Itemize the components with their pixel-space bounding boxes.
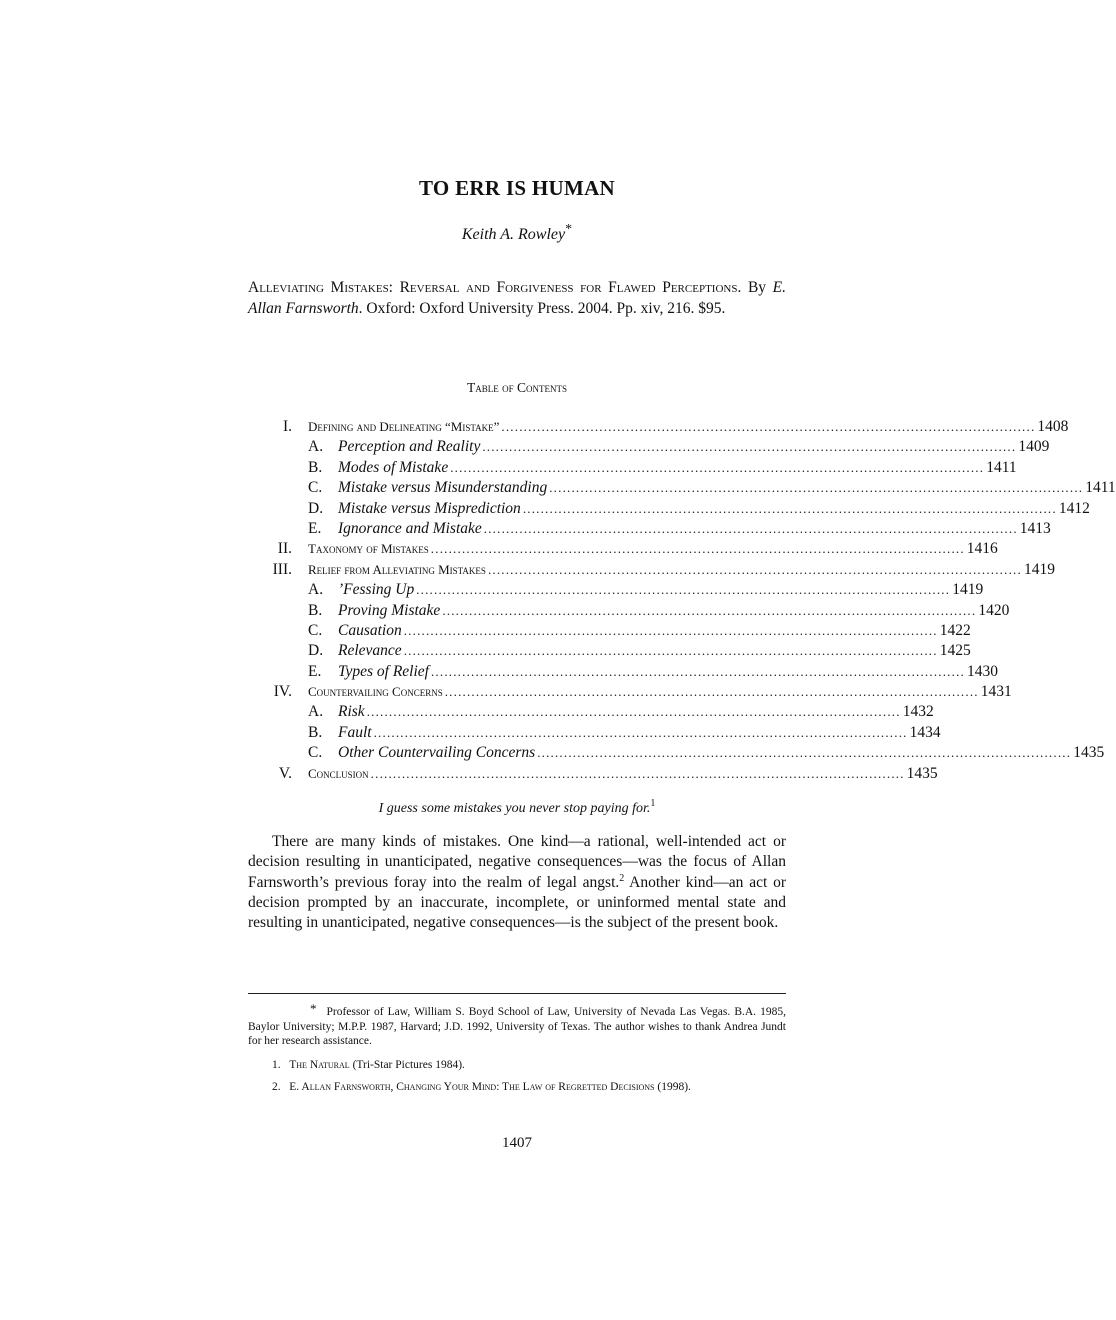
toc-label: Defining and Delineating “Mistake” (308, 419, 500, 434)
footnote-2 (248, 1080, 786, 1095)
toc-page: 1434 (909, 723, 941, 741)
toc-leader-dots: ........................................................................................................................ (442, 602, 977, 618)
toc-number: II. (277, 540, 292, 558)
by-text: . By (737, 279, 773, 296)
toc-page: 1416 (966, 540, 998, 558)
toc-leader-dots: ........................................................................................................................ (482, 439, 1017, 455)
toc-page: 1420 (978, 601, 1010, 619)
toc-number: III. (272, 560, 292, 578)
toc-entry (248, 580, 984, 600)
toc-page: 1435 (906, 764, 938, 782)
toc-entry (248, 723, 941, 743)
body-text-part2: Another kind—an act or decision prompted by an inaccurate, incomplete, or uninformed mental state and resulting in unanticipated, negative consequences—is the subject of the present book. (248, 873, 786, 932)
toc-entry (248, 539, 998, 559)
toc-page: 1435 (1073, 744, 1105, 762)
footnote-1-mark: 1. (272, 1059, 281, 1071)
reviewed-book-citation (248, 278, 786, 319)
footnote-1-title: The Natural (289, 1059, 350, 1071)
author-line (248, 222, 786, 244)
toc-number: B. (308, 458, 323, 476)
toc-number: E. (308, 519, 322, 537)
toc-label: ’Fessing Up (338, 581, 415, 599)
toc-leader-dots: ........................................................................................................................ (370, 765, 905, 781)
toc-number: B. (308, 601, 323, 619)
toc-leader-dots: ........................................................................................................................ (403, 643, 938, 659)
toc-page: 1419 (952, 581, 984, 599)
toc-number: C. (308, 479, 323, 497)
epigraph (248, 798, 786, 817)
body-text-part1: There are many kinds of mistakes. One kind—a rational, well-intended act or decision resulting in unanticipated, negative consequences—was the focus of Allan Farnsworth’s previous foray into the realm of legal angst. (248, 833, 786, 891)
toc-number: B. (308, 723, 323, 741)
footnote-star (248, 1001, 786, 1049)
publication-details: . Oxford: Oxford University Press. 2004. Pp. xiv, 216. $95. (358, 299, 726, 317)
footnote-2-mark: 2. (272, 1081, 281, 1093)
footnote-ref-1: 1 (650, 798, 656, 809)
toc-label: Relevance (338, 642, 402, 660)
toc-entry (248, 560, 1055, 580)
toc-entry (248, 641, 971, 661)
toc-entry (248, 478, 1116, 498)
toc-entry (248, 682, 1012, 702)
toc-entry (248, 499, 1090, 519)
toc-number: A. (308, 703, 324, 721)
toc-page: 1419 (1023, 560, 1055, 578)
toc-leader-dots: ........................................................................................................................ (416, 582, 951, 598)
page-number: 1407 (502, 1135, 532, 1151)
toc-leader-dots: ........................................................................................................................ (430, 663, 965, 679)
toc-entry (248, 764, 938, 784)
toc-page: 1432 (902, 703, 934, 721)
toc-page: 1411 (1085, 479, 1116, 497)
toc-page: 1412 (1058, 499, 1090, 517)
toc-leader-dots: ........................................................................................................................ (450, 459, 985, 475)
toc-leader-dots: ........................................................................................................................ (549, 480, 1084, 496)
toc-label: Perception and Reality (338, 438, 481, 456)
toc-leader-dots: ........................................................................................................................ (430, 541, 965, 557)
toc-leader-dots: ........................................................................................................................ (366, 704, 901, 720)
toc-number: A. (308, 581, 324, 599)
toc-entry (248, 662, 998, 682)
toc-label: Proving Mistake (338, 601, 441, 619)
toc-entry (248, 743, 1105, 763)
toc-label: Modes of Mistake (338, 458, 449, 476)
toc-entry (248, 601, 1010, 621)
toc-entry (248, 621, 971, 641)
toc-label: Relief from Alleviating Mistakes (308, 561, 486, 577)
toc-entry (248, 519, 1051, 539)
toc-page: 1431 (980, 683, 1012, 701)
toc-number: D. (308, 642, 324, 660)
toc-label: Ignorance and Mistake (338, 519, 482, 537)
footnote-1-rest: (Tri-Star Pictures 1984). (349, 1059, 465, 1071)
toc-leader-dots: ........................................................................................................................ (487, 561, 1022, 577)
toc-leader-dots: ........................................................................................................................ (537, 745, 1072, 761)
toc-label: Mistake versus Misprediction (338, 499, 521, 517)
footnote-star-text: Professor of Law, William S. Boyd School of Law, University of Nevada Las Vegas. B.A. 1985, Baylor University; M.P.P. 1987, Harvard; J.D. 1992, University of Texas. The author wishes to thank Andrea Jundt for her research assistance. (248, 1006, 786, 1047)
toc-number: C. (308, 621, 323, 639)
toc-leader-dots: ........................................................................................................................ (483, 520, 1018, 536)
book-title-line1: Alleviating Mistakes: Reversal and Forgiveness for Flawed (248, 279, 656, 296)
toc-leader-dots: ........................................................................................................................ (403, 622, 938, 638)
toc-number: V. (278, 764, 292, 782)
toc-leader-dots: ........................................................................................................................ (444, 684, 979, 700)
book-author: E. Allan Farnsworth (248, 279, 786, 317)
article-title: TO ERR IS HUMAN (418, 176, 616, 200)
table-of-contents (248, 417, 1116, 784)
toc-entry (248, 702, 934, 722)
footnote-ref-2: 2 (619, 872, 625, 884)
toc-entry (248, 417, 1069, 437)
toc-number: IV. (273, 683, 292, 701)
footnote-2-title: E. Allan Farnsworth, Changing Your Mind: The Law of Regretted Decisions (289, 1081, 655, 1093)
book-title-line2: Perceptions (662, 279, 738, 296)
author-footnote-mark: * (565, 222, 573, 237)
toc-leader-dots: ........................................................................................................................ (522, 500, 1057, 516)
toc-page: 1408 (1037, 418, 1069, 435)
toc-entry (248, 437, 1050, 457)
author-name: Keith A. Rowley (461, 226, 566, 243)
toc-label: Causation (338, 621, 402, 639)
toc-page: 1409 (1018, 438, 1050, 456)
toc-label: Countervailing Concerns (308, 684, 443, 700)
toc-heading: Table of Contents (467, 380, 567, 395)
footnote-1 (248, 1058, 786, 1073)
toc-label: Mistake versus Misunderstanding (338, 479, 548, 497)
toc-number: E. (308, 662, 322, 680)
toc-page: 1413 (1019, 519, 1051, 537)
toc-leader-dots: ........................................................................................................................ (373, 724, 908, 740)
toc-number: D. (308, 499, 324, 517)
footnote-2-rest: (1998). (654, 1081, 691, 1093)
toc-page: 1411 (986, 458, 1017, 476)
toc-label: Types of Relief (338, 662, 429, 680)
toc-page: 1430 (966, 662, 998, 680)
toc-number: A. (308, 438, 324, 456)
body-paragraph (248, 832, 786, 933)
toc-label: Taxonomy of Mistakes (308, 541, 429, 557)
footnote-star-mark: * (310, 1001, 317, 1016)
toc-leader-dots: ........................................................................................................................ (501, 419, 1036, 434)
toc-label: Conclusion (308, 765, 369, 781)
toc-number: C. (308, 744, 323, 762)
toc-page: 1422 (939, 621, 971, 639)
footnote-divider (248, 993, 786, 994)
toc-label: Other Countervailing Concerns (338, 744, 536, 762)
toc-label: Fault (338, 723, 372, 741)
toc-entry (248, 458, 1017, 478)
toc-page: 1425 (939, 642, 971, 660)
toc-label: Risk (338, 703, 365, 721)
epigraph-text: I guess some mistakes you never stop paying for. (378, 801, 651, 816)
toc-number: I. (282, 418, 292, 435)
